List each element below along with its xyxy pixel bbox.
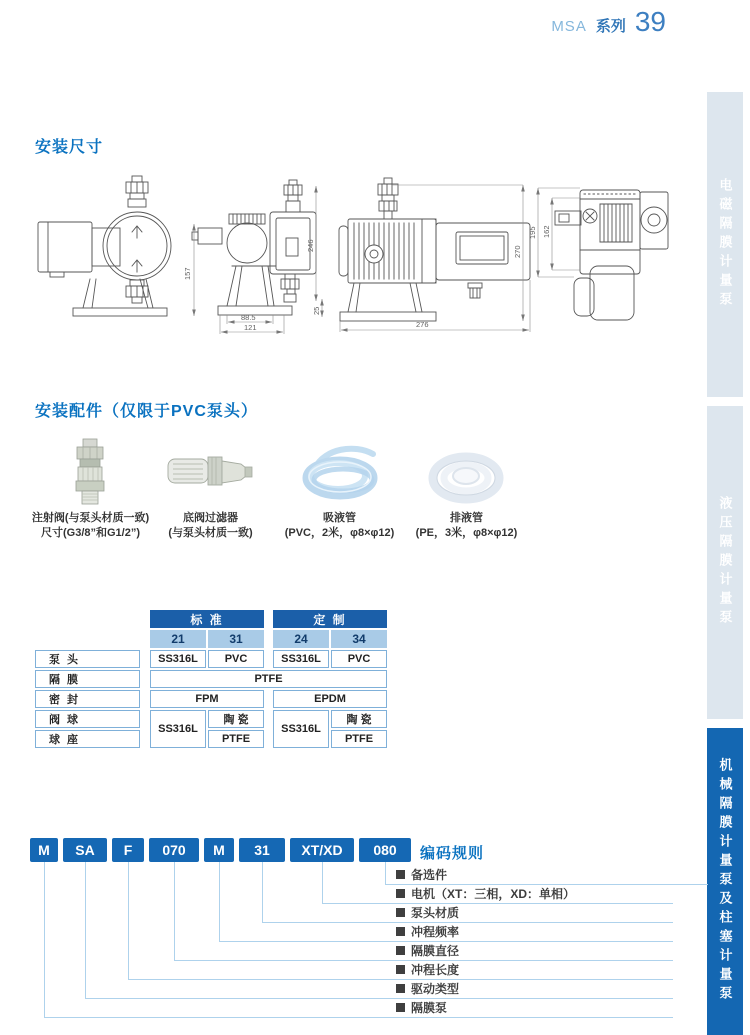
accessory-spec: (PVC，2米，φ8×φ12) <box>284 527 395 539</box>
pump-dimension-drawings <box>18 166 708 398</box>
bullet-square-icon <box>396 1003 405 1012</box>
rule-line <box>262 922 673 923</box>
accessory-name: 底阀过滤器 <box>183 512 238 524</box>
table-code-24: 24 <box>273 630 329 648</box>
row-label-valve-ball: 阀 球 <box>35 710 140 728</box>
drawing-front-view <box>38 176 171 316</box>
connector-line <box>385 862 386 884</box>
svg-text:157: 157 <box>183 267 192 280</box>
cell-head-24: SS316L <box>273 650 329 668</box>
accessory-name: 排液管 <box>450 512 483 524</box>
accessories-title: 安装配件（仅限于PVC泵头） <box>35 403 258 420</box>
table-code-31: 31 <box>208 630 264 648</box>
coding-rule-title: 编码规则 <box>420 845 485 862</box>
row-label-diaphragm: 隔 膜 <box>35 670 140 688</box>
foot-valve-filter-image <box>163 443 255 501</box>
bullet-square-icon <box>396 889 405 898</box>
model-code-blocks <box>30 838 411 862</box>
drawing-horizontal-view <box>339 178 530 321</box>
code-block-31: 31 <box>239 838 285 862</box>
connector-line <box>322 862 323 903</box>
injection-valve-image <box>57 437 123 507</box>
series-word: 系列 <box>595 18 626 35</box>
materials-table <box>35 610 387 748</box>
accessory-name: 吸液管 <box>323 512 356 524</box>
cell-seat-31: PTFE <box>208 730 264 748</box>
row-label-pump-head: 泵 头 <box>35 650 140 668</box>
bullet-square-icon <box>396 908 405 917</box>
cell-ball-31: 陶 瓷 <box>208 710 264 728</box>
code-block-f: F <box>112 838 144 862</box>
top-view-dimensions <box>528 188 580 277</box>
code-block-xtxd: XT/XD <box>290 838 354 862</box>
bullet-square-icon <box>396 870 405 879</box>
code-item-head-material: 泵头材质 <box>396 904 459 921</box>
code-item-motor: 电机（XT：三相，XD：单相） <box>396 885 575 902</box>
table-group-standard: 标 准 <box>150 610 264 628</box>
connector-line <box>44 862 45 1017</box>
cell-head-21: SS316L <box>150 650 206 668</box>
svg-text:195: 195 <box>528 226 537 239</box>
row-label-ball-seat: 球 座 <box>35 730 140 748</box>
series-brand: MSA <box>551 18 587 35</box>
sidebar-tab-label: 电磁隔膜计量泵 <box>717 178 733 311</box>
bullet-square-icon <box>396 984 405 993</box>
connector-line <box>219 862 220 941</box>
code-item-diaphragm-pump: 隔膜泵 <box>396 999 447 1016</box>
connector-line <box>128 862 129 979</box>
cell-ball-seat-24: SS316L <box>273 710 329 748</box>
page-header <box>551 6 666 38</box>
code-item-stroke-frequency: 冲程频率 <box>396 923 459 940</box>
svg-text:276: 276 <box>416 320 429 329</box>
cell-head-31: PVC <box>208 650 264 668</box>
bullet-square-icon <box>396 946 405 955</box>
page-number: 39 <box>634 6 666 37</box>
drain-tube-image <box>419 436 515 508</box>
svg-text:162: 162 <box>542 225 551 238</box>
cell-diaphragm-all: PTFE <box>150 670 387 688</box>
code-block-070: 070 <box>149 838 199 862</box>
drawing-side-view <box>192 180 316 315</box>
code-block-080: 080 <box>359 838 411 862</box>
connector-line <box>174 862 175 960</box>
code-item-drive-type: 驱动类型 <box>396 980 459 997</box>
installation-dimensions-title: 安装尺寸 <box>35 139 104 156</box>
svg-text:25: 25 <box>312 306 321 315</box>
svg-text:270: 270 <box>513 245 522 258</box>
drawing-top-view <box>555 190 668 320</box>
bullet-square-icon <box>396 965 405 974</box>
sidebar-tab-mechanical-diaphragm-pump-active[interactable] <box>707 728 743 1035</box>
drain-tube-caption <box>384 511 549 541</box>
accessory-spec: (与泵头材质一致) <box>168 527 253 539</box>
sidebar-tab-label: 液压隔膜计量泵 <box>717 496 733 629</box>
code-item-stroke-length: 冲程长度 <box>396 961 459 978</box>
connector-line <box>262 862 263 922</box>
cell-seat-34: PTFE <box>331 730 387 748</box>
rule-line <box>85 998 673 999</box>
sidebar-tab-hydraulic-diaphragm-pump[interactable] <box>707 406 743 719</box>
table-code-34: 34 <box>331 630 387 648</box>
bullet-square-icon <box>396 927 405 936</box>
rule-line <box>322 903 673 904</box>
rule-line <box>44 1017 673 1018</box>
code-item-options: 备选件 <box>396 866 447 883</box>
sidebar-tab-solenoid-diaphragm-pump[interactable] <box>707 92 743 397</box>
code-block-sa: SA <box>63 838 107 862</box>
accessory-spec: 尺寸(G3/8”和G1/2”) <box>40 527 141 539</box>
accessory-spec: (PE，3米，φ8×φ12) <box>415 527 518 539</box>
code-block-m1: M <box>30 838 58 862</box>
connector-line <box>85 862 86 998</box>
row-label-seal: 密 封 <box>35 690 140 708</box>
cell-seal-custom: EPDM <box>273 690 387 708</box>
cell-ball-seat-21: SS316L <box>150 710 206 748</box>
code-item-diaphragm-diameter: 隔膜直径 <box>396 942 459 959</box>
cell-ball-34: 陶 瓷 <box>331 710 387 728</box>
svg-text:88.5: 88.5 <box>241 313 256 322</box>
code-block-m2: M <box>204 838 234 862</box>
table-code-21: 21 <box>150 630 206 648</box>
svg-text:121: 121 <box>244 323 257 332</box>
table-group-custom: 定 制 <box>273 610 387 628</box>
svg-text:246: 246 <box>306 239 315 252</box>
side-view-dimensions <box>183 186 322 334</box>
cell-head-34: PVC <box>331 650 387 668</box>
sidebar-tab-label: 机械隔膜计量泵及柱塞计量泵 <box>717 758 733 1005</box>
cell-seal-standard: FPM <box>150 690 264 708</box>
accessory-name: 注射阀(与泵头材质一致) <box>31 512 150 524</box>
suction-tube-image <box>293 436 389 508</box>
